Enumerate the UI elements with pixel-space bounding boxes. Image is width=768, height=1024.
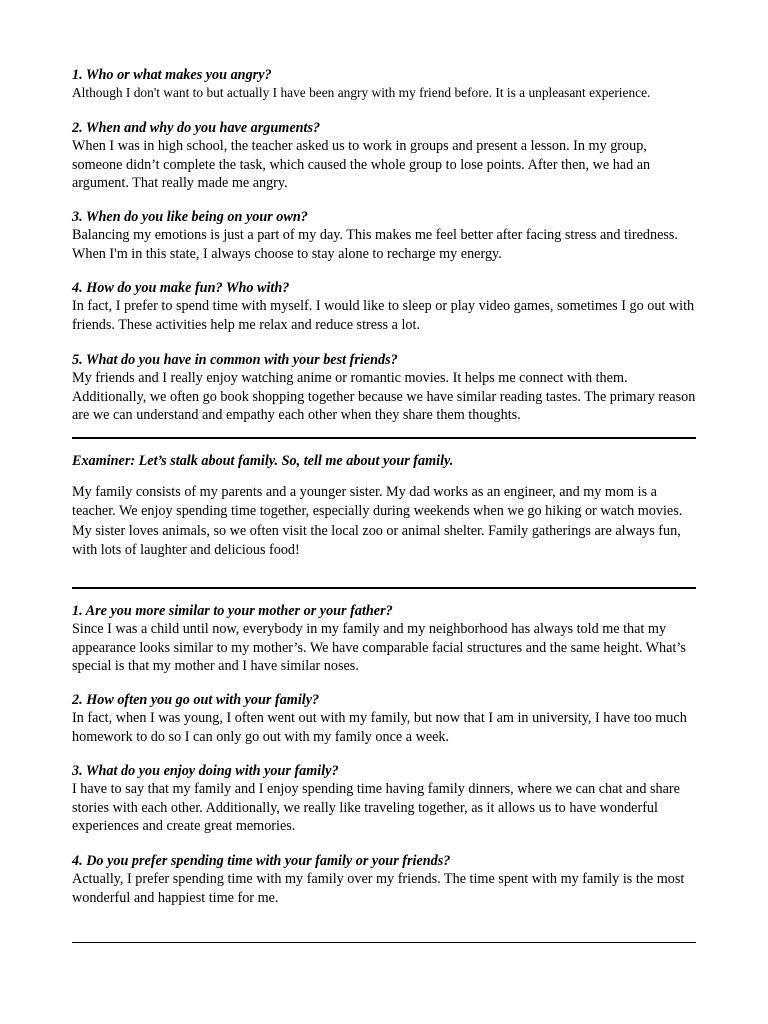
examiner-prompt: Examiner: Let’s stalk about family. So, tell me about your family. bbox=[72, 453, 454, 469]
qa-item bbox=[72, 119, 696, 193]
question: 1. Are you more similar to your mother or your father? bbox=[72, 603, 393, 619]
question: 3. What do you enjoy doing with your family? bbox=[72, 763, 339, 779]
answer: My friends and I really enjoy watching anime or romantic movies. It helps me connect with them. Additionally, we often go book shopping together because we have similar reading tastes. The primary reason are we can understand and empathy each other when they share them thoughts. bbox=[72, 370, 696, 424]
answer: Since I was a child until now, everybody in my family and my neighborhood has always told me that my appearance looks similar to my mother’s. We have comparable facial structures and the same height. What’s special is that my mother and I have similar noses. bbox=[72, 621, 686, 675]
family-description: My family consists of my parents and a younger sister. My dad works as an engineer, and my mom is a teacher. We enjoy spending time together, especially during weekends when we go hiking or watch movies. My sister loves animals, so we often visit the local zoo or animal shelter. Family gatherings are always fun, with lots of laughter and delicious food! bbox=[72, 484, 683, 559]
question: 2. How often you go out with your family? bbox=[72, 692, 320, 708]
question: 4. Do you prefer spending time with your family or your friends? bbox=[72, 853, 451, 869]
qa-item bbox=[72, 66, 696, 103]
question: 5. What do you have in common with your best friends? bbox=[72, 352, 398, 368]
section-divider bbox=[72, 437, 696, 439]
examiner-block bbox=[72, 452, 696, 561]
answer: I have to say that my family and I enjoy spending time having family dinners, where we can chat and share stories with each other. Additionally, we really like traveling together, as it allows us to have wonderful experiences and create great memories. bbox=[72, 781, 680, 835]
question: 4. How do you make fun? Who with? bbox=[72, 280, 290, 296]
answer: Actually, I prefer spending time with my family over my friends. The time spent with my family is the most wonderful and happiest time for me. bbox=[72, 871, 685, 906]
question: 1. Who or what makes you angry? bbox=[72, 67, 272, 83]
qa-item bbox=[72, 762, 696, 836]
answer: In fact, I prefer to spend time with myself. I would like to sleep or play video games, sometimes I go out with friends. These activities help me relax and reduce stress a lot. bbox=[72, 298, 695, 333]
qa-item bbox=[72, 691, 696, 746]
section-divider bbox=[72, 587, 696, 589]
qa-item bbox=[72, 852, 696, 907]
qa-item bbox=[72, 602, 696, 676]
answer: Balancing my emotions is just a part of my day. This makes me feel better after facing stress and tiredness. When I'm in this state, I always choose to stay alone to recharge my energy. bbox=[72, 227, 678, 262]
qa-item bbox=[72, 351, 696, 425]
question: 3. When do you like being on your own? bbox=[72, 209, 308, 225]
section-divider bbox=[72, 942, 696, 943]
qa-item bbox=[72, 208, 696, 263]
answer: In fact, when I was young, I often went out with my family, but now that I am in university, I have too much homework to do so I can only go out with my family once a week. bbox=[72, 710, 687, 745]
question: 2. When and why do you have arguments? bbox=[72, 120, 321, 136]
answer: Although I don't want to but actually I have been angry with my friend before. It is a unpleasant experience. bbox=[72, 85, 651, 100]
answer: When I was in high school, the teacher asked us to work in groups and present a lesson. In my group, someone didn’t complete the task, which caused the whole group to lose points. After then, we had an argument. That really made me angry. bbox=[72, 138, 651, 192]
qa-item bbox=[72, 279, 696, 334]
